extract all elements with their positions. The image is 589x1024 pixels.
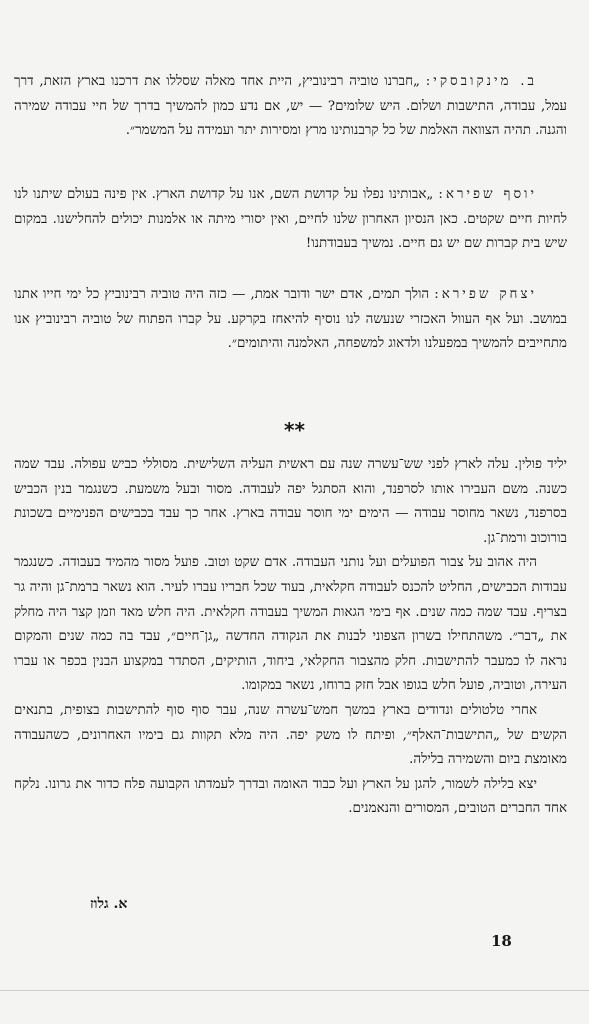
eulogy-paragraph-yitzhak-shapira [14, 283, 567, 357]
section-divider: ** [284, 418, 305, 442]
speaker-name: יוסף שפירא: [438, 187, 537, 202]
author-signature: א. גלוז [90, 896, 128, 912]
page-number: 18 [491, 932, 512, 950]
speaker-name: יצחק שפירא: [434, 287, 538, 302]
eulogy-text: „אבותינו נפלו על קדושת השם, אנו על קדושת הארץ. אין פינה בעולם שיתנו לנו לחיות חיים שקטים. כאן הנסיון האחרון שלנו לחיים, ואין יסורי מיתה או אלמנות יכולים להחלישנו. במקום שיש בית קברות שם יש גם חיים. נמשיך בעבודתנו! [14, 187, 567, 252]
biography-paragraph: היה אהוב על צבור הפועלים ועל נותני העבודה. אדם שקט וטוב. פועל מסור מהמיד בעבודה. כשנגמר עבודות הכבישים, החליט להכנס לעבודה חקלאית, בעוד שכל חבריו עברו לעיר. הוא נשאר ברמת־גן והיה גר בצריף. עבד שמה כמה שנים. אף בימי הגאות המשיך בעבודה חקלאית. היה חלש מאד וזמן קצר היה מחלק את „דבר״. משהתחילו בשרון הצפוני לבנות את הנקודה החדשה „גן־חיים״, עבד בה כמה שנים והמקום נראה לו כמעבר להתישבות. חלק מהצבור החקלאי, ביחוד, הותיקים, הסתדר במקצוע הבנין בכפר או עברו העירה, וטוביה, פועל חלש בגופו אבל חזק ברוחו, נשאר במקומו. [14, 555, 567, 694]
eulogy-paragraph-minkovski [14, 70, 567, 144]
biography-paragraph: יצא בלילה לשמור, להגן על הארץ ועל כבוד האומה ובדרך לעמדתו הקבועה פלח כדור את גרונו. נלקח אחד החברים הטובים, המסורים והנאמנים. [14, 776, 567, 817]
biography-paragraph: יליד פולין. עלה לארץ לפני שש־עשרה שנה עם ראשית העליה השלישית. מסוללי כביש עפולה. עבד שמה כשנה. משם העבירו אותו לסרפנד, והוא הסתגל יפה לעבודה. מסור ובעל משמעת. כשנגמר בנין הכביש בסרפנד, נשאר מחוסר עבודה — הימים ימי חוסר עבודה בארץ. אחר כך עבד בכבישים הפנימיים בשכונת בורוכוב ורמת־גן. [14, 457, 567, 546]
eulogy-text: „חברנו טוביה רבינוביץ, היית אחד מאלה שסללו את דרכנו בארץ הזאת, דרך עמל, עבודה, התישבות ושלום. היש שלומים? — יש, אם נדע כמון להמשיך בדרך של חיי עבודה שמירה והגנה. תהיה הצוואה האלמת של כל קרבנותינו מרץ ומסירות יתר ועמידה על המשמר״. [14, 74, 567, 139]
eulogy-text: הולך תמים, אדם ישר ודובר אמת, — כזה היה טוביה רבינוביץ כל ימי חייו אתנו במושב. ועל אף העוול האכזרי שנעשה לנו נוסיף להיאחז בקרקע. על קברו הפתוח של טוביה רבינוביץ אנו מתחייבים להמשיך במפעלנו ולדאוג למשפחה, האלמנה והיתומים״. [14, 287, 567, 352]
page-edge-line [0, 990, 589, 991]
biography-paragraph: אחרי טלטולים ונדודים בארץ במשך חמש־עשרה שנה, עבר סוף סוף להתישבות בצופית, בתנאים הקשים של „התישבות־האלף״, ופיתח לו משק יפה. היה מלא תקוות גם בימיו האחרונים, כשהעבודה מאומצת ביום והשמירה בלילה. [14, 702, 567, 768]
speaker-name: ב. מינקובסקי: [425, 74, 537, 89]
biography-section [14, 453, 567, 822]
eulogy-paragraph-yosef-shapira [14, 183, 567, 257]
